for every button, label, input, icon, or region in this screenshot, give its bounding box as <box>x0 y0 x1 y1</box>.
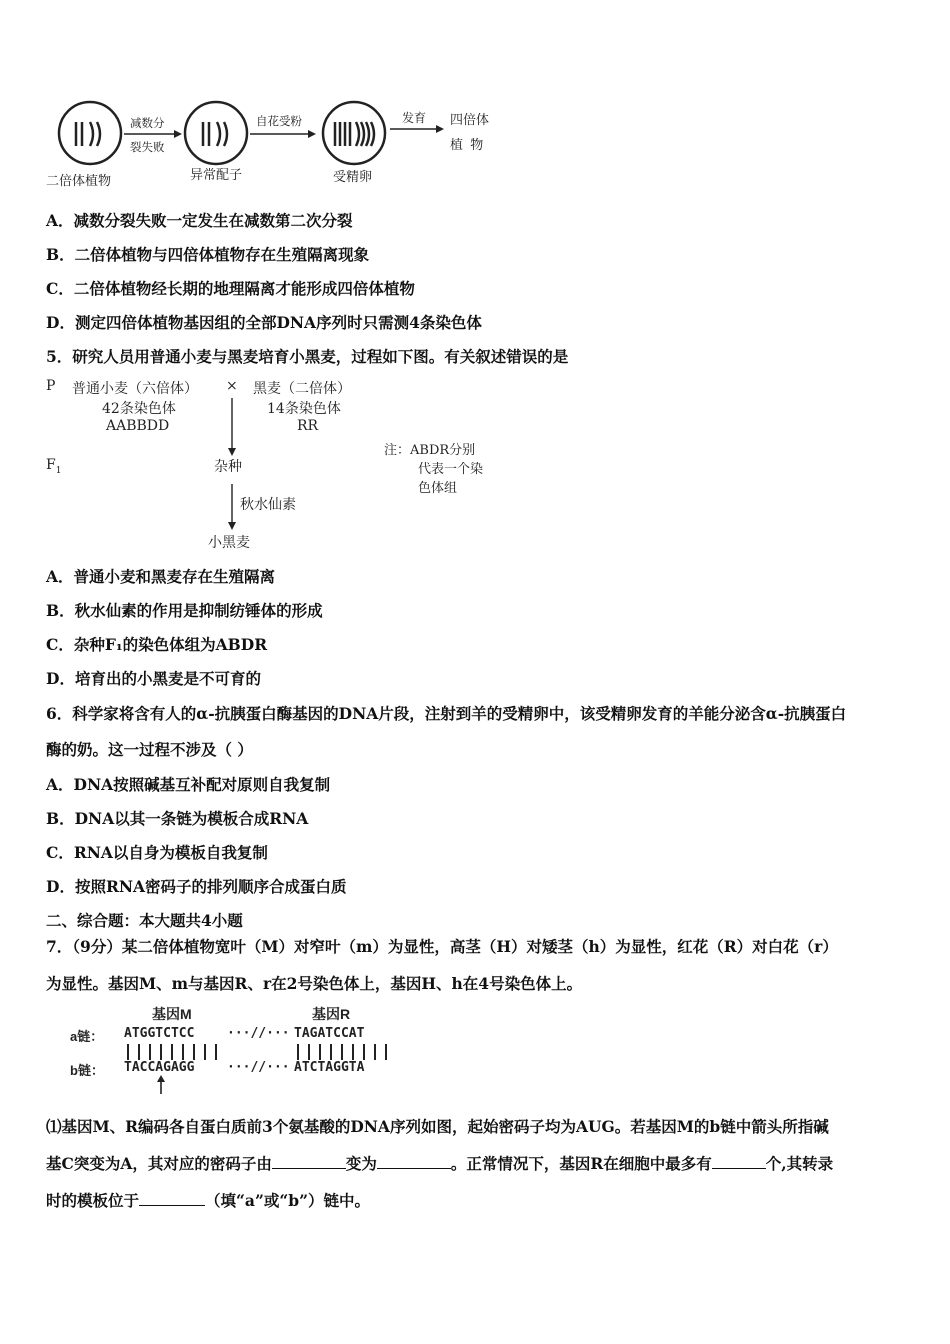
q6-stem-line2: 酶的奶。这一过程不涉及（ ） <box>46 740 253 759</box>
q6-option-b: B．DNA以其一条链为模板合成RNA <box>46 809 309 828</box>
wheat-label: 普通小麦（六倍体） <box>72 381 198 397</box>
arrow1-top-label: 减数分 <box>130 118 165 130</box>
q5-option-d: D．培育出的小黑麦是不可育的 <box>46 669 261 688</box>
q6-option-a: A．DNA按照碱基互补配对原则自我复制 <box>46 775 331 794</box>
zygote-cell <box>323 102 385 164</box>
q6-option-d: D．按照RNA密码子的排列顺序合成蛋白质 <box>46 877 347 896</box>
codon-after-blank[interactable] <box>377 1154 451 1169</box>
strand-a-label: a链： <box>70 1029 104 1044</box>
q4-option-b: B．二倍体植物与四倍体植物存在生殖隔离现象 <box>46 245 370 264</box>
arrow2-top-label: 自花受粉 <box>256 116 302 128</box>
strand-a-gene-r-seq: TAGATCCAT <box>294 1026 365 1041</box>
q4-option-a: A．减数分裂失败一定发生在减数第二次分裂 <box>46 211 353 230</box>
breeding-arrows <box>224 398 244 538</box>
arrow3-top-label: 发育 <box>402 111 427 125</box>
result-line1: 四倍体 <box>450 112 490 127</box>
template-strand-blank[interactable] <box>139 1191 205 1206</box>
diploid-label: 二倍体植物 <box>46 173 112 188</box>
q7-stem-line2: 为显性。基因M、m与基因R、r在2号染色体上，基因H、h在4号染色体上。 <box>46 974 583 993</box>
note-line3: 色体组 <box>418 481 458 496</box>
arrow1-bottom-label: 裂失败 <box>130 142 165 154</box>
hybrid-label: 杂种 <box>214 459 242 475</box>
section-2-heading: 二、综合题：本大题共4小题 <box>46 911 243 930</box>
polyploid-flow-diagram <box>46 100 506 192</box>
gene-r-label: 基因R <box>312 1006 351 1022</box>
gamete-label: 异常配子 <box>190 167 243 182</box>
note-line2: 代表一个染 <box>418 462 484 477</box>
q5-option-a: A．普通小麦和黑麦存在生殖隔离 <box>46 567 276 586</box>
q5-option-c: C．杂种F₁的染色体组为ABDR <box>46 635 268 654</box>
q7-stem-line1: 7．（9分）某二倍体植物宽叶（M）对窄叶（m）为显性，高茎（H）对矮茎（h）为显性，红花（R）对白花（r） <box>46 937 838 956</box>
q5-stem: 5．研究人员用普通小麦与黑麦培育小黑麦，过程如下图。有关叙述错误的是 <box>46 347 569 366</box>
strand-a-gene-m-seq: ATGGTCTCC <box>124 1026 195 1041</box>
cross-symbol: × <box>226 378 238 394</box>
dna-sequence-diagram <box>70 1004 410 1096</box>
p-generation-label: P <box>46 378 56 394</box>
q7-sub1-line2: 基C突变为A，其对应的密码子由 变为 。正常情况下，基因R在细胞中最多有 个,其转录 <box>46 1154 834 1173</box>
gene-r-count-blank[interactable] <box>712 1154 766 1169</box>
strand-b-gene-m-seq: TACCAGAGG <box>124 1060 195 1075</box>
wheat-chromosome-count: 42条染色体 <box>102 401 176 417</box>
strand-b-label: b链： <box>70 1063 104 1078</box>
rye-genome: RR <box>297 418 319 434</box>
zygote-label: 受精卵 <box>333 169 373 184</box>
diploid-cell <box>59 102 121 164</box>
q4-option-d: D．测定四倍体植物基因组的全部DNA序列时只需测4条染色体 <box>46 313 482 332</box>
strand-a-gap: ···//··· <box>227 1026 290 1041</box>
triticale-breeding-diagram <box>46 378 526 558</box>
rye-chromosome-count: 14条染色体 <box>267 401 341 417</box>
triticale-label: 小黑麦 <box>208 535 250 551</box>
wheat-genome: AABBDD <box>106 418 170 434</box>
q5-option-b: B．秋水仙素的作用是抑制纺锤体的形成 <box>46 601 323 620</box>
strand-b-gap: ···//··· <box>227 1060 290 1075</box>
gene-m-label: 基因M <box>152 1006 192 1022</box>
q4-option-c: C．二倍体植物经长期的地理隔离才能形成四倍体植物 <box>46 279 415 298</box>
q7-sub1-line3: 时的模板位于 （填“a”或“b”）链中。 <box>46 1191 371 1210</box>
strand-b-gene-r-seq: ATCTAGGTA <box>294 1060 365 1075</box>
base-pair-bonds <box>124 1042 414 1096</box>
abnormal-gamete-cell <box>185 102 247 164</box>
q7-sub1-line1: ⑴基因M、R编码各自蛋白质前3个氨基酸的DNA序列如图，起始密码子均为AUG。若基因M的b链中箭头所指碱 <box>46 1117 829 1136</box>
codon-before-blank[interactable] <box>272 1154 346 1169</box>
colchicine-label: 秋水仙素 <box>240 497 296 513</box>
q6-stem-line1: 6．科学家将含有人的α-抗胰蛋白酶基因的DNA片段，注射到羊的受精卵中，该受精卵发育的羊能分泌含α-抗胰蛋白 <box>46 704 847 723</box>
rye-label: 黑麦（二倍体） <box>253 381 351 397</box>
note-line1: 注：ABDR分别 <box>384 443 476 458</box>
q6-option-c: C．RNA以自身为模板自我复制 <box>46 843 268 862</box>
result-line2: 植 物 <box>450 137 484 152</box>
f1-label: $F_1$ <box>46 457 62 476</box>
